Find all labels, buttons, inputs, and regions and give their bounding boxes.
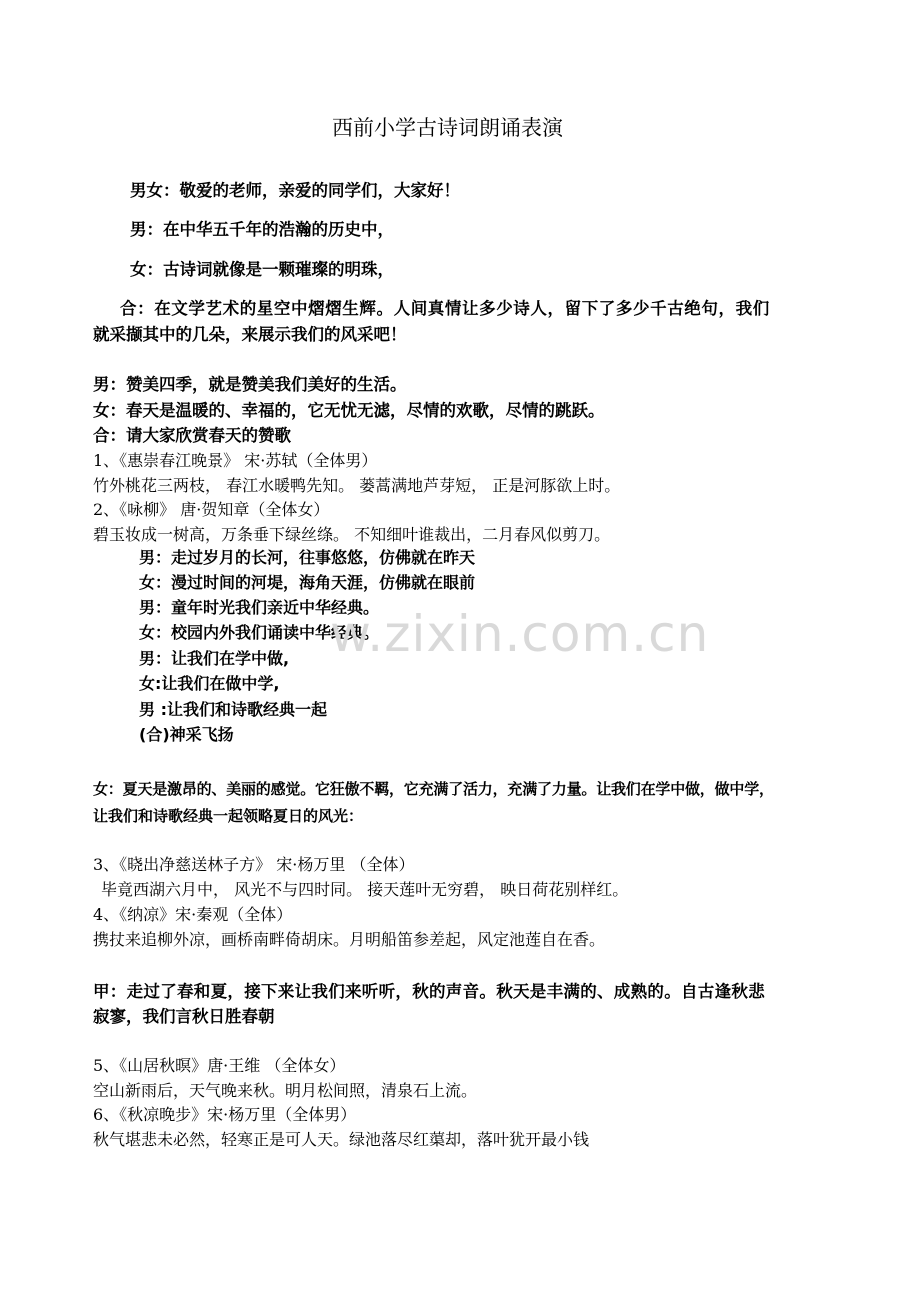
text-line: 女：古诗词就像是一颗璀璨的明珠， [130, 260, 394, 279]
text-line: 男：赞美四季，就是赞美我们美好的生活。 [93, 375, 407, 394]
poem-heading: 5、《山居秋暝》唐·王维 （全体女） [93, 1056, 346, 1075]
text-line: 女：漫过时间的河堤，海角天涯，仿佛就在眼前 [139, 573, 476, 592]
poem-text: 竹外桃花三两枝， 春江水暖鸭先知。 蒌蒿满地芦芽短， 正是河豚欲上时。 [93, 476, 621, 495]
text-line: 男：在中华五千年的浩瀚的历史中， [130, 220, 394, 239]
text-line: 就采撷其中的几朵，来展示我们的风采吧！ [93, 325, 407, 344]
text-line: (合)神采飞扬 [139, 725, 234, 744]
poem-text: 携扙来追柳外凉，画桥南畔倚胡床。月明船笛参差起，风定池莲自在香。 [93, 930, 606, 949]
text-line: 男：让我们在学中做, [139, 649, 290, 668]
text-line: 女：春天是温暖的、幸福的，它无忧无滤，尽情的欢歌，尽情的跳跃。 [93, 401, 605, 420]
text-line: 女:让我们在做中学, [139, 674, 280, 693]
poem-heading: 1、《惠崇春江晚景》 宋·苏轼（全体男） [93, 451, 378, 470]
text-line: 寂寥，我们言秋日胜春朝 [93, 1007, 275, 1026]
poem-heading: 2、《咏柳》 唐·贺知章（全体女） [93, 500, 330, 519]
text-line: 男 :让我们和诗歌经典一起 [139, 700, 327, 719]
text-line: 合：请大家欣赏春天的赞歌 [93, 426, 291, 445]
watermark: w.zixin.com.cn [330, 605, 710, 663]
poem-text: 毕竟西湖六月中， 风光不与四时同。 接天莲叶无穷碧， 映日荷花别样红。 [101, 880, 629, 899]
poem-heading: 6、《秋凉晚步》宋·杨万里（全体男） [93, 1105, 357, 1124]
poem-text: 碧玉妆成一树高，万条垂下绿丝绦。 不知细叶谁裁出，二月春风似剪刀。 [93, 525, 611, 544]
poem-text: 秋气堪悲未必然，轻寒正是可人天。绿池落尽红蕖却，落叶犹开最小钱 [93, 1130, 590, 1149]
text-line: 女：夏天是激昂的、美丽的感觉。它狂傲不羁，它充满了活力，充满了力量。让我们在学中做，做中学， [93, 780, 774, 798]
poem-text: 空山新雨后，天气晚来秋。明月松间照，清泉石上流。 [93, 1081, 478, 1100]
text-line: 女：校园内外我们诵读中华经典。 [139, 623, 380, 642]
text-line: 男女：敬爱的老师，亲爱的同学们，大家好！ [130, 181, 460, 200]
page-title: 西前小学古诗词朗诵表演 [332, 116, 563, 140]
poem-heading: 3、《晓出净慈送林子方》 宋·杨万里 （全体） [93, 855, 415, 874]
text-line: 甲：走过了春和夏，接下来让我们来听听，秋的声音。秋天是丰满的、成熟的。自古逢秋悲 [93, 982, 765, 1001]
text-line: 男：童年时光我们亲近中华经典。 [139, 598, 380, 617]
text-line: 让我们和诗歌经典一起领略夏日的风光： [93, 807, 364, 825]
text-line: 男：走过岁月的长河，往事悠悠，仿佛就在昨天 [139, 548, 476, 567]
poem-heading: 4、《纳凉》宋·秦观（全体） [93, 905, 293, 924]
text-line: 合：在文学艺术的星空中熠熠生辉。人间真情让多少诗人，留下了多少千古绝句，我们 [120, 299, 770, 318]
